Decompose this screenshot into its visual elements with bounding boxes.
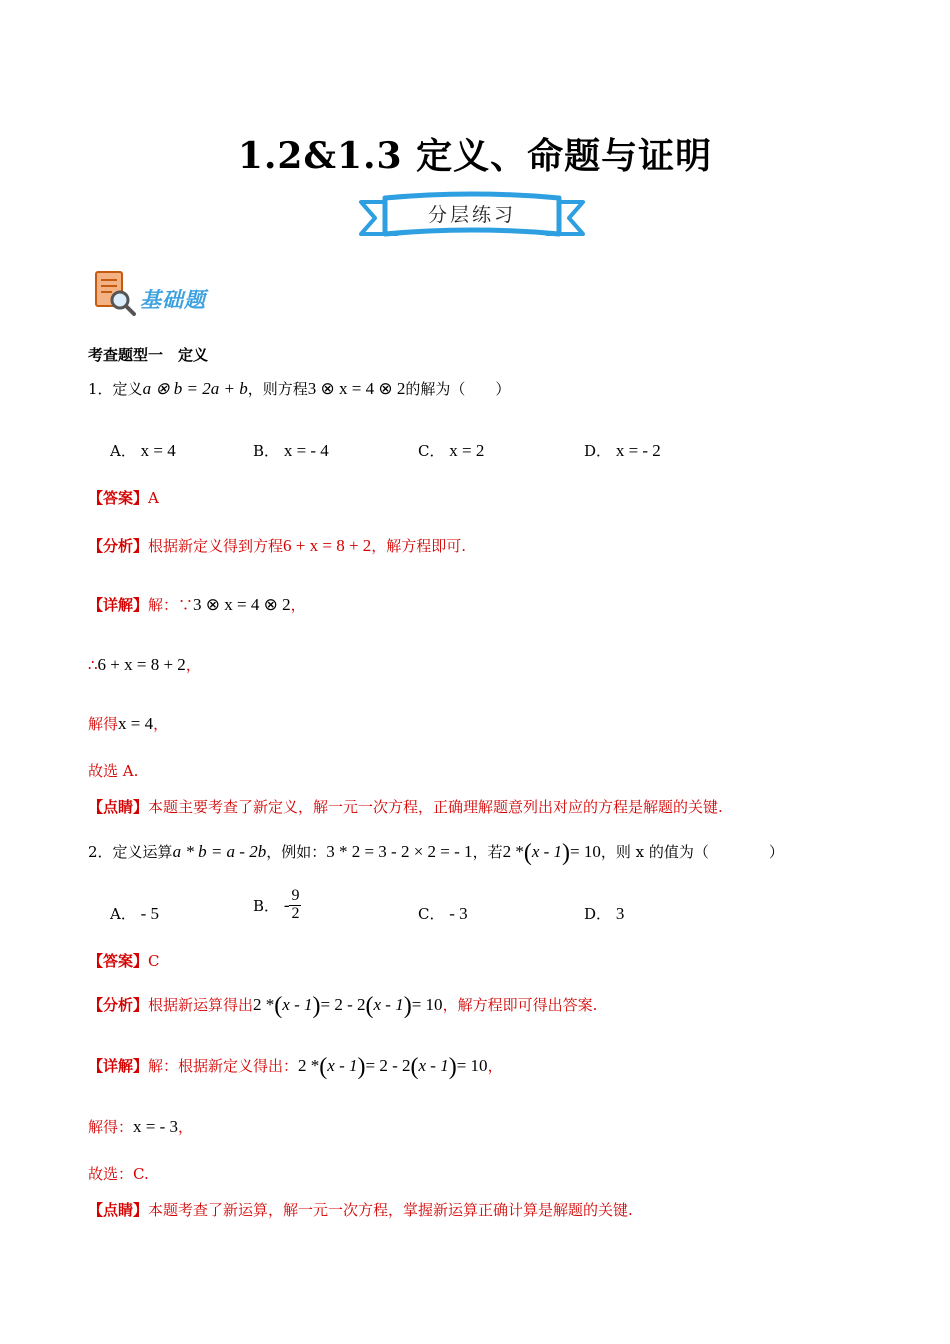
- q1-detail: 【详解】解：∵3 ⊗ x = 4 ⊗ 2，: [88, 595, 306, 614]
- q1-option-a: A． x = 4: [110, 441, 176, 460]
- q2-answer: 【答案】C: [88, 952, 160, 970]
- q1-equation: 3 ⊗ x = 4 ⊗ 2: [307, 379, 406, 398]
- q1-step-2: ∴6 + x = 8 + 2，: [88, 655, 201, 674]
- document-search-icon: [92, 270, 138, 316]
- q2-detail: 【详解】解：根据新定义得出：2 *(x - 1)= 2 - 2(x - 1)= 10，: [88, 1054, 503, 1080]
- ribbon-label: 分层练习: [427, 204, 516, 226]
- q2-comment: 【点睛】本题考查了新运算，解一元一次方程，掌握新运算正确计算是解题的关键.: [88, 1201, 633, 1219]
- q2-option-b-fraction: $\frac{9}{2}$: [291, 887, 300, 922]
- section-title: 考查题型一 定义: [88, 346, 209, 364]
- q1-choice: 故选 A.: [88, 762, 139, 780]
- q2-example: 3 * 2 = 3 - 2 × 2 = - 1: [326, 842, 473, 861]
- q2-definition: a * b = a - 2b: [172, 842, 267, 861]
- q1-analysis: 【分析】根据新定义得到方程6 + x = 8 + 2，解方程即可.: [88, 536, 467, 555]
- page-title: 1.2&1.3 定义、命题与证明: [237, 135, 713, 177]
- badge-label: 基础题: [140, 288, 206, 312]
- q2-analysis: 【分析】根据新运算得出2 *(x - 1)= 2 - 2(x - 1)= 10，解方程即可得出答案.: [88, 993, 598, 1019]
- q2-choice: 故选：C.: [88, 1165, 149, 1183]
- q1-stem: 1．定义a ⊗ b = 2a + b，则方程3 ⊗ x = 4 ⊗ 2的解为（ ）: [88, 379, 511, 398]
- q2-option-d: D． 3: [584, 904, 625, 923]
- q2-option-c: C． - 3: [418, 904, 468, 923]
- q1-option-d: D． x = - 2: [584, 441, 661, 460]
- q1-step-3: 解得x = 4，: [88, 714, 169, 733]
- q1-definition: a ⊗ b = 2a + b: [142, 379, 248, 398]
- q1-answer: 【答案】A: [88, 489, 159, 507]
- q2-option-b: B． - $\frac{9}{2}$: [253, 887, 300, 922]
- q1-option-b: B． x = - 4: [253, 441, 329, 460]
- q2-step-2: 解得：x = - 3，: [88, 1117, 194, 1136]
- q2-option-a: A． - 5: [110, 904, 160, 923]
- q2-stem: 2．定义运算a * b = a - 2b，例如：3 * 2 = 3 - 2 × 2 = - 1，若2 *(x - 1)= 10，则 x 的值为（ ）: [88, 840, 784, 866]
- q1-comment: 【点睛】本题主要考查了新定义，解一元一次方程，正确理解题意列出对应的方程是解题的关键.: [88, 798, 723, 816]
- q1-option-c: C． x = 2: [418, 441, 485, 460]
